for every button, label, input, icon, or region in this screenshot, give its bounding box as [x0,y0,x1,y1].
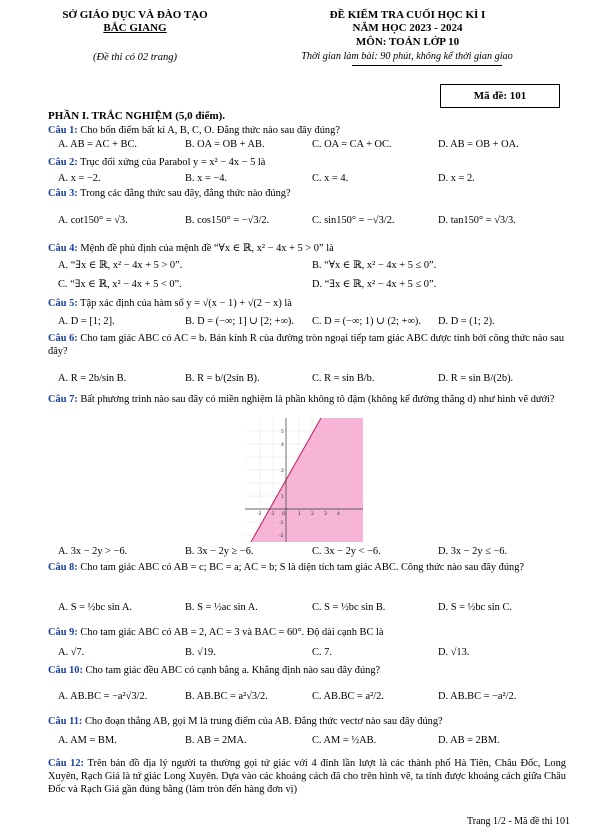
option-a[interactable]: A. D = [1; 2]. [58,316,115,327]
question-2 [48,156,568,169]
option-d[interactable]: D. AB = 2BM. [438,735,500,746]
option-b[interactable]: B. D = (−∞; 1] ∪ [2; +∞). [185,316,294,327]
question-text: Trên bản đồ địa lý người ta thường gọi tứ giác với 4 đỉnh lần lượt là các thành phố Hà Tiên, Châu Đốc, Long Xuyên, Rạch Giá là tứ giác Long Xuyên. Dựa vào các khoảng cách đã cho trên hình vẽ, ta tính được khoảng cách giữa Châu Đốc và Rạch Giá gần đúng bằng (làm tròn đến hàng đơn vị) [48,758,566,795]
time-note: Thời gian làm bài: 90 phút, không kể thời gian giao [301,51,513,62]
x-tick-label: 4 [337,512,340,517]
option-b[interactable]: B. S = ½ac sin A. [185,602,258,613]
question-text: Cho tam giác ABC có AB = 2, AC = 3 và BAC = 60°. Độ dài cạnh BC là [80,627,384,638]
option-b[interactable]: B. 3x − 2y ≥ −6. [185,546,254,557]
option-c[interactable]: C. x = 4. [312,173,349,184]
option-b[interactable]: B. AB.BC = a²√3/2. [185,691,268,702]
question-text: Tập xác định của hàm số y = √(x − 1) + √(2 − x) là [80,298,292,309]
x-tick-label: 1 [298,512,301,517]
option-c[interactable]: C. OA = CA + OC. [312,139,392,150]
option-d[interactable]: D. S = ½bc sin C. [438,602,512,613]
y-tick-label: 1 [281,495,284,500]
inequality-graph [245,418,363,542]
question-5 [48,297,568,310]
x-tick-label: -2 [257,512,262,517]
section-title: PHẦN I. TRẮC NGHIỆM (5,0 điểm). [48,110,226,122]
question-text: Cho đoạn thẳng AB, gọi M là trung điểm của AB. Đẳng thức vectơ nào sau đây đúng? [84,716,443,727]
option-a[interactable]: A. cot150° = √3. [58,215,128,226]
pages-note: (Đề thi có 02 trang) [93,52,177,63]
question-text: Cho tam giác ABC có AB = c; BC = a; AC = b; S là diện tích tam giác ABC. Công thức nào sau đây đúng? [80,562,525,573]
option-c[interactable]: C. AB.BC = a²/2. [312,691,384,702]
option-b[interactable]: B. R = b/(2sin B). [185,373,260,384]
option-d[interactable]: D. √13. [438,647,470,658]
option-b[interactable]: B. OA = OB + AB. [185,139,265,150]
question-text: Cho bốn điểm bất kì A, B, C, O. Đẳng thức nào sau đây đúng? [80,125,340,136]
question-label: Câu 5: [48,298,78,309]
option-b[interactable]: B. “∀x ∈ ℝ, x² − 4x + 5 ≤ 0”. [312,260,437,271]
question-8 [48,561,566,574]
question-text: Cho tam giác đều ABC có cạnh bằng a. Khẳng định nào sau đây đúng? [85,665,381,676]
question-label: Câu 1: [48,125,78,136]
question-7 [48,393,566,406]
question-label: Câu 2: [48,157,78,168]
page-footer: Trang 1/2 - Mã đề thi 101 [467,816,570,827]
option-a[interactable]: A. √7. [58,647,85,658]
option-b[interactable]: B. x = −4. [185,173,228,184]
department-province: BẮC GIANG [103,22,167,34]
origin-label: O [282,512,286,517]
option-c[interactable]: C. sin150° = −√3/2. [312,215,395,226]
question-11 [48,715,568,728]
option-d[interactable]: D. R = sin B/(2b). [438,373,514,384]
question-3 [48,187,568,200]
x-tick-label: 3 [324,512,327,517]
option-a[interactable]: A. “∃x ∈ ℝ, x² − 4x + 5 > 0”. [58,260,183,271]
option-d[interactable]: D. x = 2. [438,173,475,184]
question-label: Câu 12: [48,758,85,769]
question-text: Mệnh đề phủ định của mệnh đề “∀x ∈ ℝ, x² − 4x + 5 > 0” là [80,243,334,254]
y-tick-label: 2 [281,469,284,474]
option-c[interactable]: C. D = (−∞; 1) ∪ (2; +∞). [312,316,421,327]
question-4 [48,242,568,255]
option-c[interactable]: C. AM = ½AB. [312,735,377,746]
question-label: Câu 3: [48,188,78,199]
option-c[interactable]: C. S = ½bc sin B. [312,602,386,613]
option-d[interactable]: D. AB = OB + OA. [438,139,519,150]
exam-code-box: Mã đề: 101 [440,84,560,108]
option-d[interactable]: D. “∃x ∈ ℝ, x² − 4x + 5 ≤ 0”. [312,279,437,290]
school-year: NĂM HỌC 2023 - 2024 [352,22,463,34]
option-c[interactable]: C. “∃x ∈ ℝ, x² − 4x + 5 < 0”. [58,279,182,290]
option-d[interactable]: D. tan150° = √3/3. [438,215,516,226]
question-12 [48,757,566,796]
x-tick-label: -1 [270,512,275,517]
question-1 [48,124,568,137]
subject: MÔN: TOÁN LỚP 10 [355,36,460,48]
department-name: SỞ GIÁO DỤC VÀ ĐÀO TẠO [62,9,208,21]
option-c[interactable]: C. R = sin B/b. [312,373,375,384]
question-text: Trục đối xứng của Parabol y = x² − 4x − 5 là [80,157,266,168]
question-6 [48,332,566,358]
option-a[interactable]: A. AB.BC = −a²√3/2. [58,691,148,702]
question-10 [48,664,568,677]
option-a[interactable]: A. x = −2. [58,173,101,184]
option-b[interactable]: B. √19. [185,647,216,658]
y-tick-label: -1 [279,521,284,526]
option-d[interactable]: D. 3x − 2y ≤ −6. [438,546,508,557]
question-label: Câu 6: [48,333,78,344]
option-a[interactable]: A. S = ½bc sin A. [58,602,132,613]
question-text: Cho tam giác ABC có AC = b. Bán kính R của đường tròn ngoại tiếp tam giác ABC được tính bởi công thức nào sau đây? [48,333,565,357]
x-tick-label: 2 [311,512,314,517]
question-label: Câu 7: [48,394,78,405]
question-label: Câu 4: [48,243,78,254]
option-a[interactable]: A. AM = BM. [58,735,117,746]
question-label: Câu 9: [48,627,78,638]
y-tick-label: 4 [281,443,284,448]
option-b[interactable]: B. cos150° = −√3/2. [185,215,270,226]
option-d[interactable]: D. D = (1; 2). [438,316,495,327]
question-label: Câu 8: [48,562,78,573]
question-label: Câu 11: [48,716,83,727]
option-a[interactable]: A. AB = AC + BC. [58,139,137,150]
option-c[interactable]: C. 3x − 2y < −6. [312,546,381,557]
option-a[interactable]: A. R = 2b/sin B. [58,373,127,384]
shaded-region [251,418,363,542]
option-b[interactable]: B. AB = 2MA. [185,735,247,746]
option-c[interactable]: C. 7. [312,647,332,658]
option-d[interactable]: D. AB.BC = −a²/2. [438,691,517,702]
question-9 [48,626,568,639]
question-text: Trong các đẳng thức sau đây, đẳng thức nào đúng? [80,188,291,199]
option-a[interactable]: A. 3x − 2y > −6. [58,546,128,557]
y-tick-label: -2 [279,534,284,539]
header-divider [352,65,502,66]
question-text: Bất phương trình nào sau đây có miền nghiệm là phần không tô đậm (không kể đường thẳng d) như hình vẽ dưới? [80,394,555,405]
y-tick-label: 5 [281,430,284,435]
question-label: Câu 10: [48,665,83,676]
exam-title: ĐỀ KIỂM TRA CUỐI HỌC KÌ I [329,9,486,21]
